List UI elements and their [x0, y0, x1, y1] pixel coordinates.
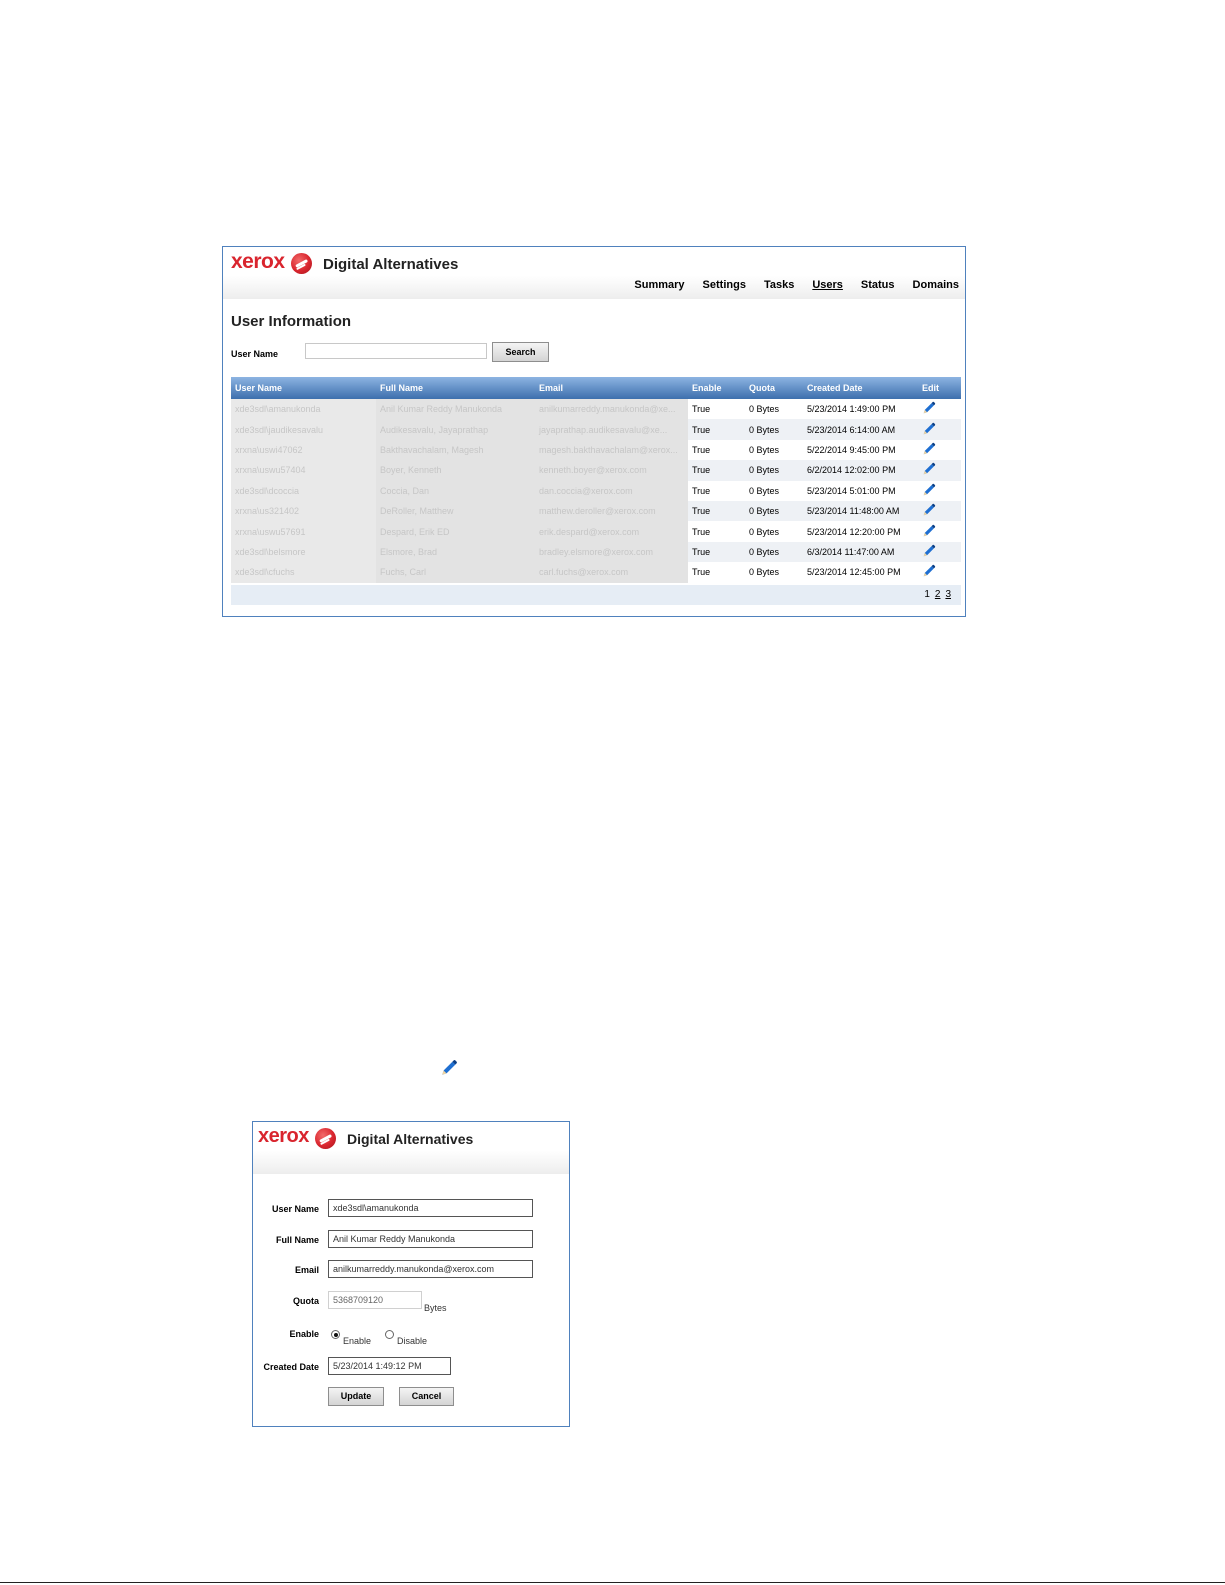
pencil-icon[interactable] — [922, 524, 936, 538]
cell-created-date: 5/23/2014 12:45:00 PM — [807, 567, 901, 578]
cell-enable: True — [688, 419, 745, 439]
cell-quota: 0 Bytes — [745, 542, 803, 562]
cell-created-date: 5/23/2014 1:49:00 PM — [807, 404, 896, 415]
xerox-logo-icon — [315, 1128, 336, 1149]
column-header-created-date[interactable]: Created Date — [803, 377, 918, 399]
cell-quota: 0 Bytes — [749, 444, 780, 455]
cell-enable: True — [688, 542, 745, 562]
cell-enable: True — [692, 526, 711, 537]
cell-enable: True — [692, 485, 711, 496]
cell-enable: True — [692, 567, 711, 578]
pencil-icon[interactable] — [922, 462, 936, 476]
column-header-edit: Edit — [918, 377, 961, 399]
column-header-quota[interactable]: Quota — [745, 377, 803, 399]
cell-created-date: 5/22/2014 9:45:00 PM — [807, 444, 896, 455]
edit-user-window — [252, 1121, 570, 1427]
cell-quota: 0 Bytes — [745, 460, 803, 480]
search-input[interactable] — [305, 343, 487, 359]
pager — [924, 589, 951, 600]
cell-full-name: Fuchs, Carl — [376, 562, 535, 582]
pager-bar — [231, 585, 961, 605]
cell-email: anilkumarreddy.manukonda@xe... — [535, 399, 688, 419]
cell-email: erik.despard@xerox.com — [535, 521, 688, 541]
edit-cell — [918, 481, 961, 501]
page-1: 1 — [924, 589, 930, 600]
cell-created-date: 5/23/2014 12:20:00 PM — [807, 526, 901, 537]
pencil-icon[interactable] — [922, 544, 936, 558]
cell-full-name: Audikesavalu, Jayaprathap — [376, 419, 535, 439]
page-2-link[interactable]: 2 — [934, 589, 941, 600]
cell-quota: 0 Bytes — [749, 485, 780, 496]
cancel-button[interactable]: Cancel — [399, 1387, 454, 1406]
column-header-full-name[interactable]: Full Name — [376, 377, 535, 399]
nav-domains[interactable]: Domains — [912, 279, 959, 291]
table-row[interactable] — [231, 481, 961, 501]
email-label: Email — [294, 1265, 319, 1275]
nav-status[interactable]: Status — [860, 279, 895, 291]
edit-cell — [918, 419, 961, 439]
update-button[interactable]: Update — [328, 1387, 384, 1406]
pencil-icon[interactable] — [922, 442, 936, 456]
created-date-label: Created Date — [263, 1362, 319, 1372]
cell-created-date: 6/2/2014 12:02:00 PM — [803, 460, 918, 480]
xerox-logo-text: xerox — [258, 1125, 309, 1147]
quota-field[interactable]: 5368709120 — [328, 1291, 422, 1309]
cell-full-name: Elsmore, Brad — [376, 542, 535, 562]
page-bottom-rule — [0, 1582, 1225, 1583]
xerox-logo-text: xerox — [231, 250, 285, 273]
page-title: User Information — [231, 313, 352, 330]
cell-user-name: xde3sdl\cfuchs — [231, 562, 376, 582]
table-row[interactable] — [231, 562, 961, 582]
cell-quota: 0 Bytes — [745, 501, 803, 521]
quota-unit: Bytes — [424, 1303, 447, 1313]
cell-created-date: 6/3/2014 11:47:00 AM — [803, 542, 918, 562]
edit-cell — [918, 440, 961, 460]
cell-full-name: Boyer, Kenneth — [376, 460, 535, 480]
table-row[interactable] — [231, 419, 961, 439]
created-date-field[interactable]: 5/23/2014 1:49:12 PM — [328, 1357, 451, 1375]
column-header-user-name[interactable]: User Name — [231, 377, 376, 399]
app-name: Digital Alternatives — [323, 256, 459, 273]
cell-enable: True — [688, 460, 745, 480]
edit-cell — [918, 521, 961, 541]
cell-user-name: xrxna\uswu57404 — [231, 460, 376, 480]
pencil-icon — [440, 1059, 458, 1077]
edit-cell — [918, 501, 961, 521]
nav-tasks[interactable]: Tasks — [763, 279, 795, 291]
cell-created-date: 5/23/2014 11:48:00 AM — [803, 501, 918, 521]
cell-full-name: Despard, Erik ED — [376, 521, 535, 541]
cell-email: dan.coccia@xerox.com — [535, 481, 688, 501]
column-header-enable[interactable]: Enable — [688, 377, 745, 399]
search-label: User Name — [231, 349, 279, 359]
user-name-label: User Name — [271, 1204, 319, 1214]
table-row[interactable] — [231, 399, 961, 419]
cell-enable: True — [692, 404, 711, 415]
table-header-row — [231, 377, 961, 399]
edit-cell — [918, 460, 961, 480]
cell-created-date: 5/23/2014 5:01:00 PM — [807, 485, 896, 496]
cell-full-name: DeRoller, Matthew — [376, 501, 535, 521]
user-list-window — [222, 246, 966, 617]
xerox-logo-icon — [291, 253, 312, 274]
cell-email: jayaprathap.audikesavalu@xe... — [535, 419, 688, 439]
cell-full-name: Bakthavachalam, Magesh — [376, 440, 535, 460]
disable-radio[interactable] — [385, 1330, 394, 1339]
cell-quota: 0 Bytes — [749, 404, 780, 415]
pencil-icon[interactable] — [922, 422, 936, 436]
disable-radio-label: Disable — [397, 1336, 428, 1346]
table-row[interactable] — [231, 440, 961, 460]
enable-radio-label: Enable — [343, 1336, 372, 1346]
column-header-email[interactable]: Email — [535, 377, 688, 399]
users-table — [231, 377, 961, 583]
cell-created-date: 5/23/2014 6:14:00 AM — [803, 419, 918, 439]
pencil-icon[interactable] — [922, 483, 936, 497]
cell-user-name: xde3sdl\dcoccia — [231, 481, 376, 501]
edit-app-header — [253, 1122, 569, 1174]
pencil-icon[interactable] — [922, 503, 936, 517]
cell-quota: 0 Bytes — [749, 567, 780, 578]
user-name-field[interactable]: xde3sdl\amanukonda — [328, 1199, 533, 1217]
enable-label: Enable — [289, 1329, 319, 1339]
cell-user-name: xde3sdl\belsmore — [231, 542, 376, 562]
app-name: Digital Alternatives — [347, 1131, 474, 1147]
cell-email: matthew.deroller@xerox.com — [535, 501, 688, 521]
cell-email: kenneth.boyer@xerox.com — [535, 460, 688, 480]
cell-enable: True — [692, 444, 711, 455]
cell-quota: 0 Bytes — [745, 419, 803, 439]
cell-user-name: xrxna\us321402 — [231, 501, 376, 521]
cell-user-name: xrxna\uswu57691 — [231, 521, 376, 541]
cell-email: bradley.elsmore@xerox.com — [535, 542, 688, 562]
cell-email: carl.fuchs@xerox.com — [535, 562, 688, 582]
table-row[interactable] — [231, 542, 961, 562]
table-row[interactable] — [231, 521, 961, 541]
search-button[interactable]: Search — [492, 342, 549, 362]
edit-cell — [918, 399, 961, 419]
page-3-link[interactable]: 3 — [945, 589, 951, 600]
edit-cell — [918, 542, 961, 562]
cell-full-name: Anil Kumar Reddy Manukonda — [376, 399, 535, 419]
nav-users[interactable]: Users — [812, 279, 843, 291]
cell-user-name: xrxna\uswi47062 — [231, 440, 376, 460]
cell-full-name: Coccia, Dan — [376, 481, 535, 501]
enable-radio[interactable] — [331, 1330, 340, 1339]
edit-cell — [918, 562, 961, 582]
table-row[interactable] — [231, 501, 961, 521]
full-name-field[interactable]: Anil Kumar Reddy Manukonda — [328, 1230, 533, 1248]
pencil-icon[interactable] — [922, 401, 936, 415]
pencil-icon[interactable] — [922, 564, 936, 578]
cell-email: magesh.bakthavachalam@xerox... — [535, 440, 688, 460]
cell-user-name: xde3sdl\amanukonda — [231, 399, 376, 419]
full-name-label: Full Name — [275, 1235, 319, 1245]
nav-summary[interactable]: Summary — [634, 279, 685, 291]
cell-quota: 0 Bytes — [749, 526, 780, 537]
cell-enable: True — [688, 501, 745, 521]
quota-label: Quota — [293, 1296, 319, 1306]
cell-user-name: xde3sdl\jaudikesavalu — [231, 419, 376, 439]
nav-settings[interactable]: Settings — [702, 279, 746, 291]
table-row[interactable] — [231, 460, 961, 480]
main-nav — [634, 279, 959, 291]
app-header — [223, 247, 965, 299]
email-field[interactable]: anilkumarreddy.manukonda@xerox.com — [328, 1260, 533, 1278]
